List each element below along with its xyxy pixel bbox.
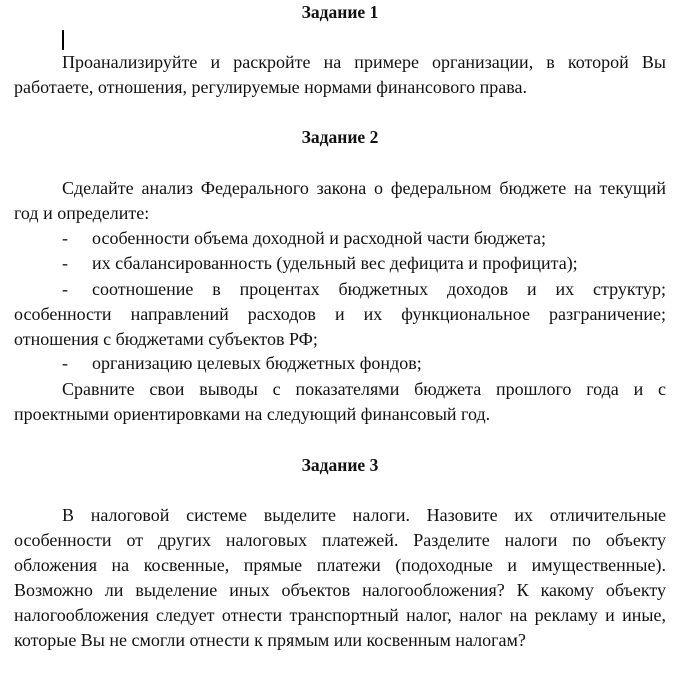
task-1-text: Проанализируйте и раскройте на примере организации, в которой Вы работаете, отношения, регулируемые нормами финансового права.	[14, 52, 666, 97]
task-3-heading: Задание 3	[301, 455, 379, 475]
list-item-text: особенности объема доходной и расходной части бюджета;	[92, 228, 546, 248]
list-item-text: соотношение в процентах бюджетных доходов и их структур; особенности направлений расходов и их функциональное разграничение; отношения с бюджетами субъектов РФ;	[14, 279, 666, 349]
task-1-heading: Задание 1	[301, 2, 379, 22]
task-2-intro: Сделайте анализ Федерального закона о федеральном бюджете на текущий год и определите:	[14, 178, 666, 223]
bullet-dash: -	[62, 228, 68, 248]
list-item	[14, 351, 666, 376]
bullet-dash: -	[62, 353, 68, 373]
task-2-conclusion: Сравните свои выводы с показателями бюджета прошлого года и с проектными ориентировками на следующий финансовый год.	[14, 379, 666, 424]
bullet-dash: -	[62, 253, 68, 273]
task-3-text: В налоговой системе выделите налоги. Назовите их отличительные особенности от других налоговых платежей. Разделите налоги по объекту обложения на косвенные, прямые платежи (подоходные и имущественные). Возможно ли выделение иных объектов налогообложения? К какому объекту налогообложения следует отнести транспортный налог, налог на рекламу и иные, которые Вы не смогли отнести к прямым или косвенным налогам?	[14, 505, 666, 650]
list-item	[14, 277, 666, 352]
list-item-text: организацию целевых бюджетных фондов;	[92, 353, 422, 373]
list-item	[14, 226, 666, 251]
task-2-heading: Задание 2	[301, 127, 379, 147]
list-item	[14, 251, 666, 276]
list-item-text: их сбалансированность (удельный вес дефицита и профицита);	[92, 253, 578, 273]
text-cursor	[62, 30, 64, 50]
bullet-dash: -	[62, 279, 68, 299]
